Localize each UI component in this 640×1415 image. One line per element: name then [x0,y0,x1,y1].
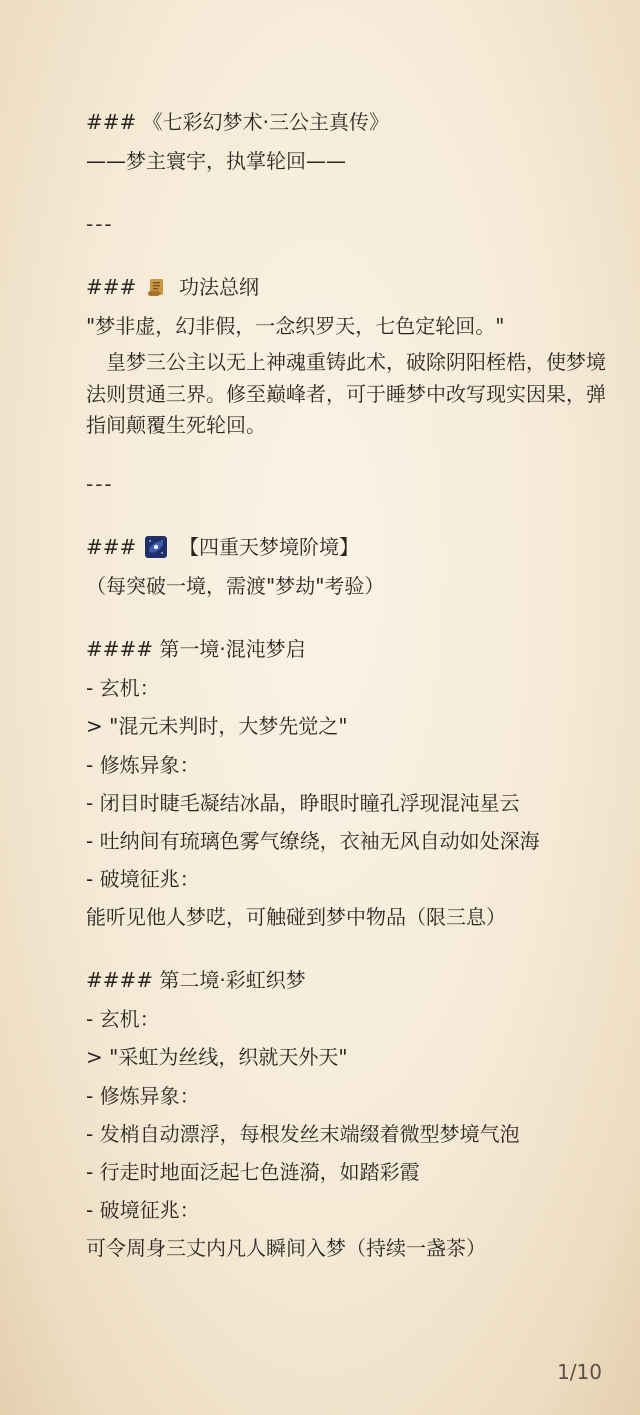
list-item: - 破境征兆： [86,867,200,891]
list-item: - 修炼异象： [86,753,200,777]
divider: --- [86,472,114,496]
list-item: > "混元未判时，大梦先觉之" [86,714,348,738]
list-item: 可令周身三丈内凡人瞬间入梦（持续一盏茶） [86,1236,486,1260]
realm-title: #### 第一境·混沌梦启 [86,637,306,661]
overview-heading [86,274,616,300]
divider: --- [86,212,114,236]
list-item: - 修炼异象： [86,1084,200,1108]
list-item: > "采虹为丝线，织就天外天" [86,1045,348,1069]
list-item: - 发梢自动漂浮，每根发丝末端缀着微型梦境气泡 [86,1122,520,1146]
section-subtitle: ——梦主寰宇，执掌轮回—— [86,149,346,173]
overview-paragraph: 皇梦三公主以无上神魂重铸此术，破除阴阳桎梏，使梦境法则贯通三界。修至巅峰者，可于睡梦中改写现实因果，弹指间颠覆生死轮回。 [86,350,606,437]
galaxy-icon [145,536,167,558]
heading-text: 功法总纲 [179,275,259,299]
list-item: - 玄机： [86,676,160,700]
heading-prefix: ### [86,535,137,559]
list-item: - 闭目时睫毛凝结冰晶，睁眼时瞳孔浮现混沌星云 [86,791,520,815]
list-item: - 玄机： [86,1007,160,1031]
section-title: ### 《七彩幻梦术·三公主真传》 [86,110,389,134]
heading-text: 【四重天梦境阶境】 [179,535,359,559]
list-item: - 行走时地面泛起七色涟漪，如踏彩霞 [86,1160,420,1184]
realms-heading [86,534,616,560]
list-item: - 吐纳间有琉璃色雾气缭绕，衣袖无风自动如处深海 [86,829,540,853]
page-indicator: 1/10 [557,1360,602,1384]
scroll-icon [145,276,167,298]
realms-note: （每突破一境，需渡"梦劫"考验） [86,574,385,598]
overview-quote: "梦非虚，幻非假，一念织罗天，七色定轮回。" [86,314,505,338]
realm-title: #### 第二境·彩虹织梦 [86,968,306,992]
list-item: 能听见他人梦呓，可触碰到梦中物品（限三息） [86,905,506,929]
list-item: - 破境征兆： [86,1198,200,1222]
heading-prefix: ### [86,275,137,299]
